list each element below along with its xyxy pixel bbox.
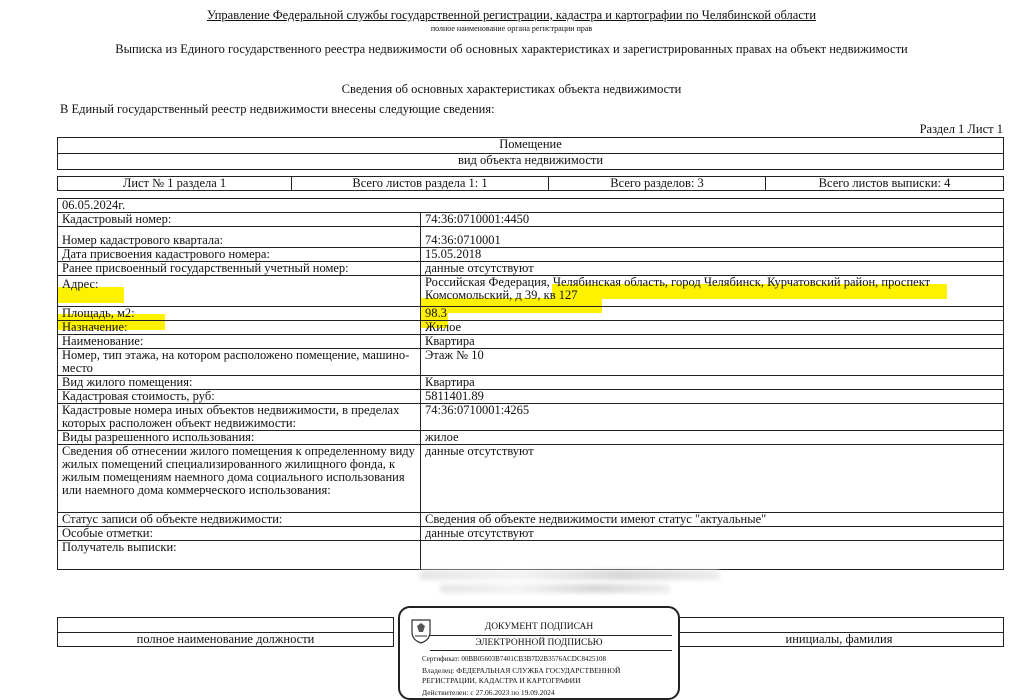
row-value: Квартира [421,335,1004,349]
table-row [58,262,1004,276]
row-label: Виды разрешенного использования: [58,431,421,445]
row-value: 5811401.89 [421,390,1004,404]
row-value: Этаж № 10 [421,349,1004,376]
position-caption: полное наименование должности [58,633,394,647]
object-type-table [57,137,1004,170]
row-label: Сведения об отнесении жилого помещения к определенному виду жилых помещений специализированного жилищного фонда, к жилым помещениям наемного дома социального использования или наемного дома коммерческого использования: [58,445,421,513]
row-value: Квартира [421,376,1004,390]
section-sheet-label: Раздел 1 Лист 1 [919,122,1003,136]
row-label: Кадастровая стоимость, руб: [58,390,421,404]
row-value: Жилое [421,321,1004,335]
sections-count: Всего разделов: 3 [549,177,766,191]
recipient-value [421,541,1004,570]
table-row [58,349,1004,376]
row-label: Кадастровые номера иных объектов недвижимости, в пределах которых расположен объект недвижимости: [58,404,421,431]
table-row [58,445,1004,513]
table-row [58,513,1004,527]
row-label: Особые отметки: [58,527,421,541]
table-row [58,431,1004,445]
recipient-label: Получатель выписки: [58,541,421,570]
extract-date: 06.05.2024г. [58,199,1004,213]
stamp-separator-2 [430,650,672,651]
row-label: Назначение: [58,321,421,335]
section-title: Сведения об основных характеристиках объекта недвижимости [341,82,682,96]
e-signature-stamp [398,606,680,700]
row-value: 74:36:0710001 [421,227,1004,248]
row-label: Дата присвоения кадастрового номера: [58,248,421,262]
row-value: Сведения об объекте недвижимости имеют статус "актуальные" [421,513,1004,527]
initials-cell [675,618,1004,633]
row-label: Номер, тип этажа, на котором расположено помещение, машино-место [58,349,421,376]
table-row [58,321,1004,335]
area-label: Площадь, м2: [58,307,421,321]
address-part2: Челябинская область, город Челябинск, Курчатовский район, проспект Комсомольский, д 39, кв 127 [425,275,931,302]
row-value: данные отсутствуют [421,527,1004,541]
stamp-owner-line2: РЕГИСТРАЦИИ, КАДАСТРА И КАРТОГРАФИИ [422,676,581,685]
area-row [58,307,1004,321]
sheets-in-section: Всего листов раздела 1: 1 [292,177,549,191]
object-type-value: Помещение [58,138,1004,154]
stamp-validity: Действителен: с 27.06.2023 по 19.09.2024 [422,688,555,697]
table-row [58,376,1004,390]
table-row [58,248,1004,262]
area-value: 98.3 [421,307,1004,321]
table-row [58,404,1004,431]
sheet-number: Лист № 1 раздела 1 [58,177,292,191]
date-row [58,199,1004,213]
sheets-total: Всего листов выписки: 4 [766,177,1004,191]
row-value: данные отсутствуют [421,445,1004,513]
object-type-caption: вид объекта недвижимости [58,154,1004,170]
row-value: 74:36:0710001:4265 [421,404,1004,431]
characteristics-table [57,198,1004,570]
sheet-info-table [57,176,1004,191]
address-value [421,276,1004,307]
table-row [58,527,1004,541]
table-row [58,227,1004,248]
row-label: Кадастровый номер: [58,213,421,227]
table-row [58,213,1004,227]
recipient-row [58,541,1004,570]
table-row [58,390,1004,404]
agency-title: Управление Федеральной службы государственной регистрации, кадастра и картографии по Челябинской области [206,8,817,22]
agency-caption: полное наименование органа регистрации прав [430,24,593,33]
address-row [58,276,1004,307]
stamp-subtitle: ЭЛЕКТРОННОЙ ПОДПИСЬЮ [475,638,603,648]
table-row [58,335,1004,349]
redacted-recipient [420,570,720,580]
redacted-recipient-2 [440,584,670,593]
row-value: 74:36:0710001:4450 [421,213,1004,227]
position-cell [58,618,394,633]
row-label: Ранее присвоенный государственный учетный номер: [58,262,421,276]
stamp-owner-line1: Владелец: ФЕДЕРАЛЬНАЯ СЛУЖБА ГОСУДАРСТВЕННОЙ [422,666,621,675]
row-label: Статус записи об объекте недвижимости: [58,513,421,527]
stamp-owner [422,666,620,686]
row-label: Наименование: [58,335,421,349]
stamp-certificate: Сертификат: 00BB05603B7401CB3B7D2B3576ACDC8425108 [422,655,607,663]
row-label: Вид жилого помещения: [58,376,421,390]
row-value: данные отсутствуют [421,262,1004,276]
extract-title: Выписка из Единого государственного реестра недвижимости об основных характеристиках и зарегистрированных правах на объект недвижимости [115,42,908,56]
row-value: 15.05.2018 [421,248,1004,262]
stamp-separator [430,635,672,636]
row-label: Номер кадастрового квартала: [58,227,421,248]
address-label: Адрес: [58,276,421,307]
initials-caption: инициалы, фамилия [675,633,1004,647]
stamp-title: ДОКУМЕНТ ПОДПИСАН [484,622,594,632]
address-part1: Российская Федерация, [425,275,553,289]
row-value: жилое [421,431,1004,445]
intro-text: В Единый государственный реестр недвижимости внесены следующие сведения: [60,102,495,116]
